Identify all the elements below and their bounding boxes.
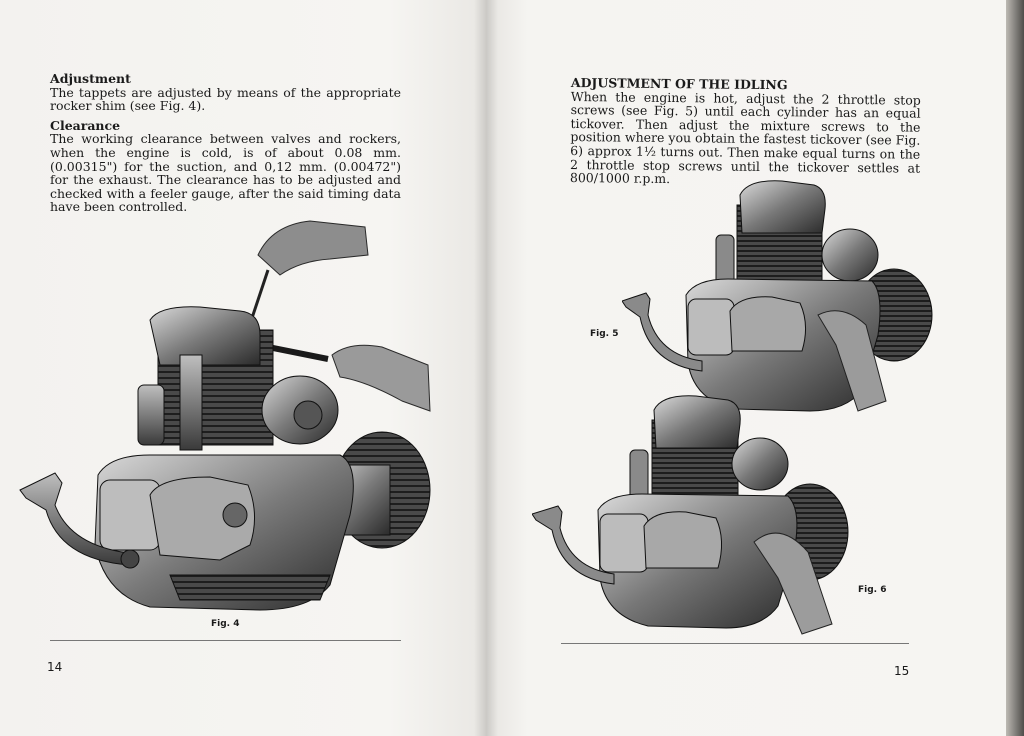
page-left <box>0 0 486 736</box>
figure-4-engine-image <box>10 215 440 615</box>
page-edge-shadow <box>1006 0 1024 736</box>
paragraph-adjustment: The tappets are adjusted by means of the appropriate rocker shim (see Fig. 4). <box>50 84 401 114</box>
figure-6-caption: Fig. 6 <box>858 585 887 595</box>
page-right <box>486 0 1006 736</box>
paragraph-idling: When the engine is hot, adjust the 2 throttle stop screws (see Fig. 5) until each cylinder has an equal tickover. Then adjust the mixture screws to the position where you obtain the fastest tickover (see Fig. 6) approx 1½ turns out. Then make equal turns on the 2 throttle stop screws until the tickover settles at 800/1000 r.p.m. <box>569 88 921 187</box>
figure-5-caption: Fig. 5 <box>590 329 619 339</box>
figure-5-engine-image <box>622 175 942 420</box>
paragraph-clearance: The working clearance between valves and rockers, when the engine is cold, is of about 0.08 mm. (0.00315") for the suction, and 0,12 mm. (0.00472") for the exhaust. The clearance has to be adjusted and checked with a feeler gauge, after the said timing data have been controlled. <box>50 131 401 215</box>
page-number-left: 14 <box>47 660 63 674</box>
heading-adjustment: Adjustment <box>50 71 131 86</box>
figure-6-engine-image <box>532 392 854 640</box>
heading-idling: ADJUSTMENT OF THE IDLING <box>570 75 788 93</box>
left-text <box>50 72 401 220</box>
footer-rule-right <box>561 643 909 644</box>
footer-rule-left <box>50 640 401 641</box>
heading-clearance: Clearance <box>50 117 121 133</box>
book-gutter <box>474 0 498 736</box>
page-number-right: 15 <box>894 664 910 678</box>
figure-4-caption: Fig. 4 <box>211 619 240 629</box>
